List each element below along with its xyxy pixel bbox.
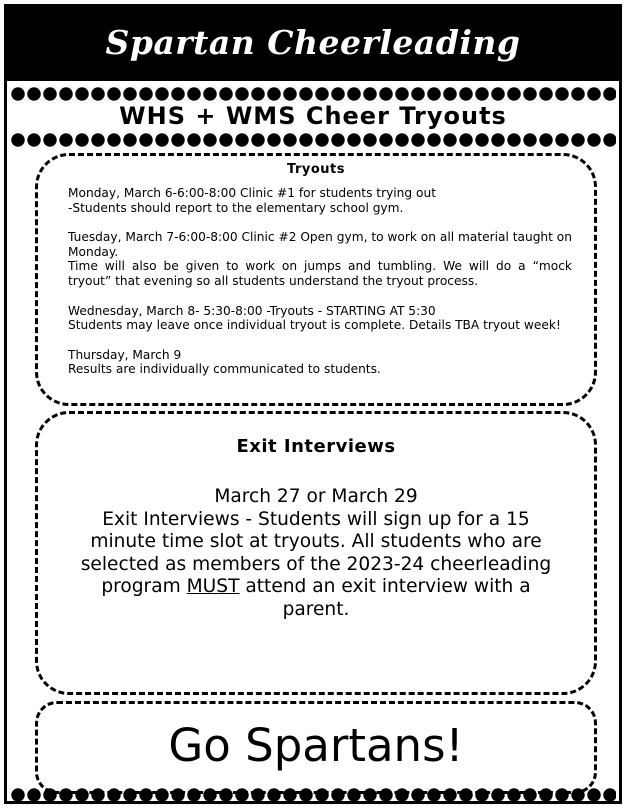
schedule-line: -Students should report to the elementary school gym. <box>68 200 404 215</box>
tryouts-heading: Tryouts <box>287 162 345 177</box>
slogan-section <box>35 701 597 794</box>
tryouts-schedule <box>68 186 572 377</box>
slogan-text: Go Spartans! <box>168 719 464 772</box>
schedule-line: Time will also be given to work on jumps and tumbling. We will do a “mock tryout” that evening so all students understand the tryout process. <box>68 259 572 288</box>
exit-interviews-text <box>78 486 554 621</box>
schedule-line: Results are individually communicated to students. <box>68 362 381 377</box>
header-band <box>7 7 619 81</box>
exit-interviews-heading: Exit Interviews <box>236 436 396 457</box>
schedule-wednesday <box>68 304 572 333</box>
schedule-line: Students may leave once individual tryout is complete. Details TBA tryout week! <box>68 318 561 333</box>
schedule-thursday <box>68 348 572 377</box>
exit-interviews-section <box>35 411 597 695</box>
dot-border-top <box>10 86 616 102</box>
schedule-line: Tuesday, March 7-6:00-8:00 Clinic #2 Open gym, to work on all material taught on Monday. <box>68 230 572 259</box>
exit-dates: March 27 or March 29 <box>214 486 418 507</box>
tryouts-section <box>35 153 597 406</box>
exit-text-before: Exit Interviews - Students will sign up for a 15 minute time slot at tryouts. All students who are selected as members of the 2023-24 cheerleading program <box>80 508 552 597</box>
dot-border-bottom <box>10 787 616 803</box>
exit-emphasis: MUST <box>186 576 240 597</box>
schedule-line: Monday, March 6-6:00-8:00 Clinic #1 for students trying out <box>68 186 436 200</box>
schedule-line: Thursday, March 9 <box>68 347 182 362</box>
schedule-tuesday <box>68 230 572 288</box>
schedule-monday <box>68 186 572 215</box>
schedule-line: Wednesday, March 8- 5:30-8:00 -Tryouts - STARTING AT 5:30 <box>68 303 436 318</box>
page-title: Spartan Cheerleading <box>105 22 521 62</box>
page-subtitle: WHS + WMS Cheer Tryouts <box>119 102 507 130</box>
exit-text-after: attend an exit interview with a parent. <box>245 576 531 620</box>
dot-border-middle <box>10 132 616 148</box>
flyer-page <box>4 4 622 804</box>
